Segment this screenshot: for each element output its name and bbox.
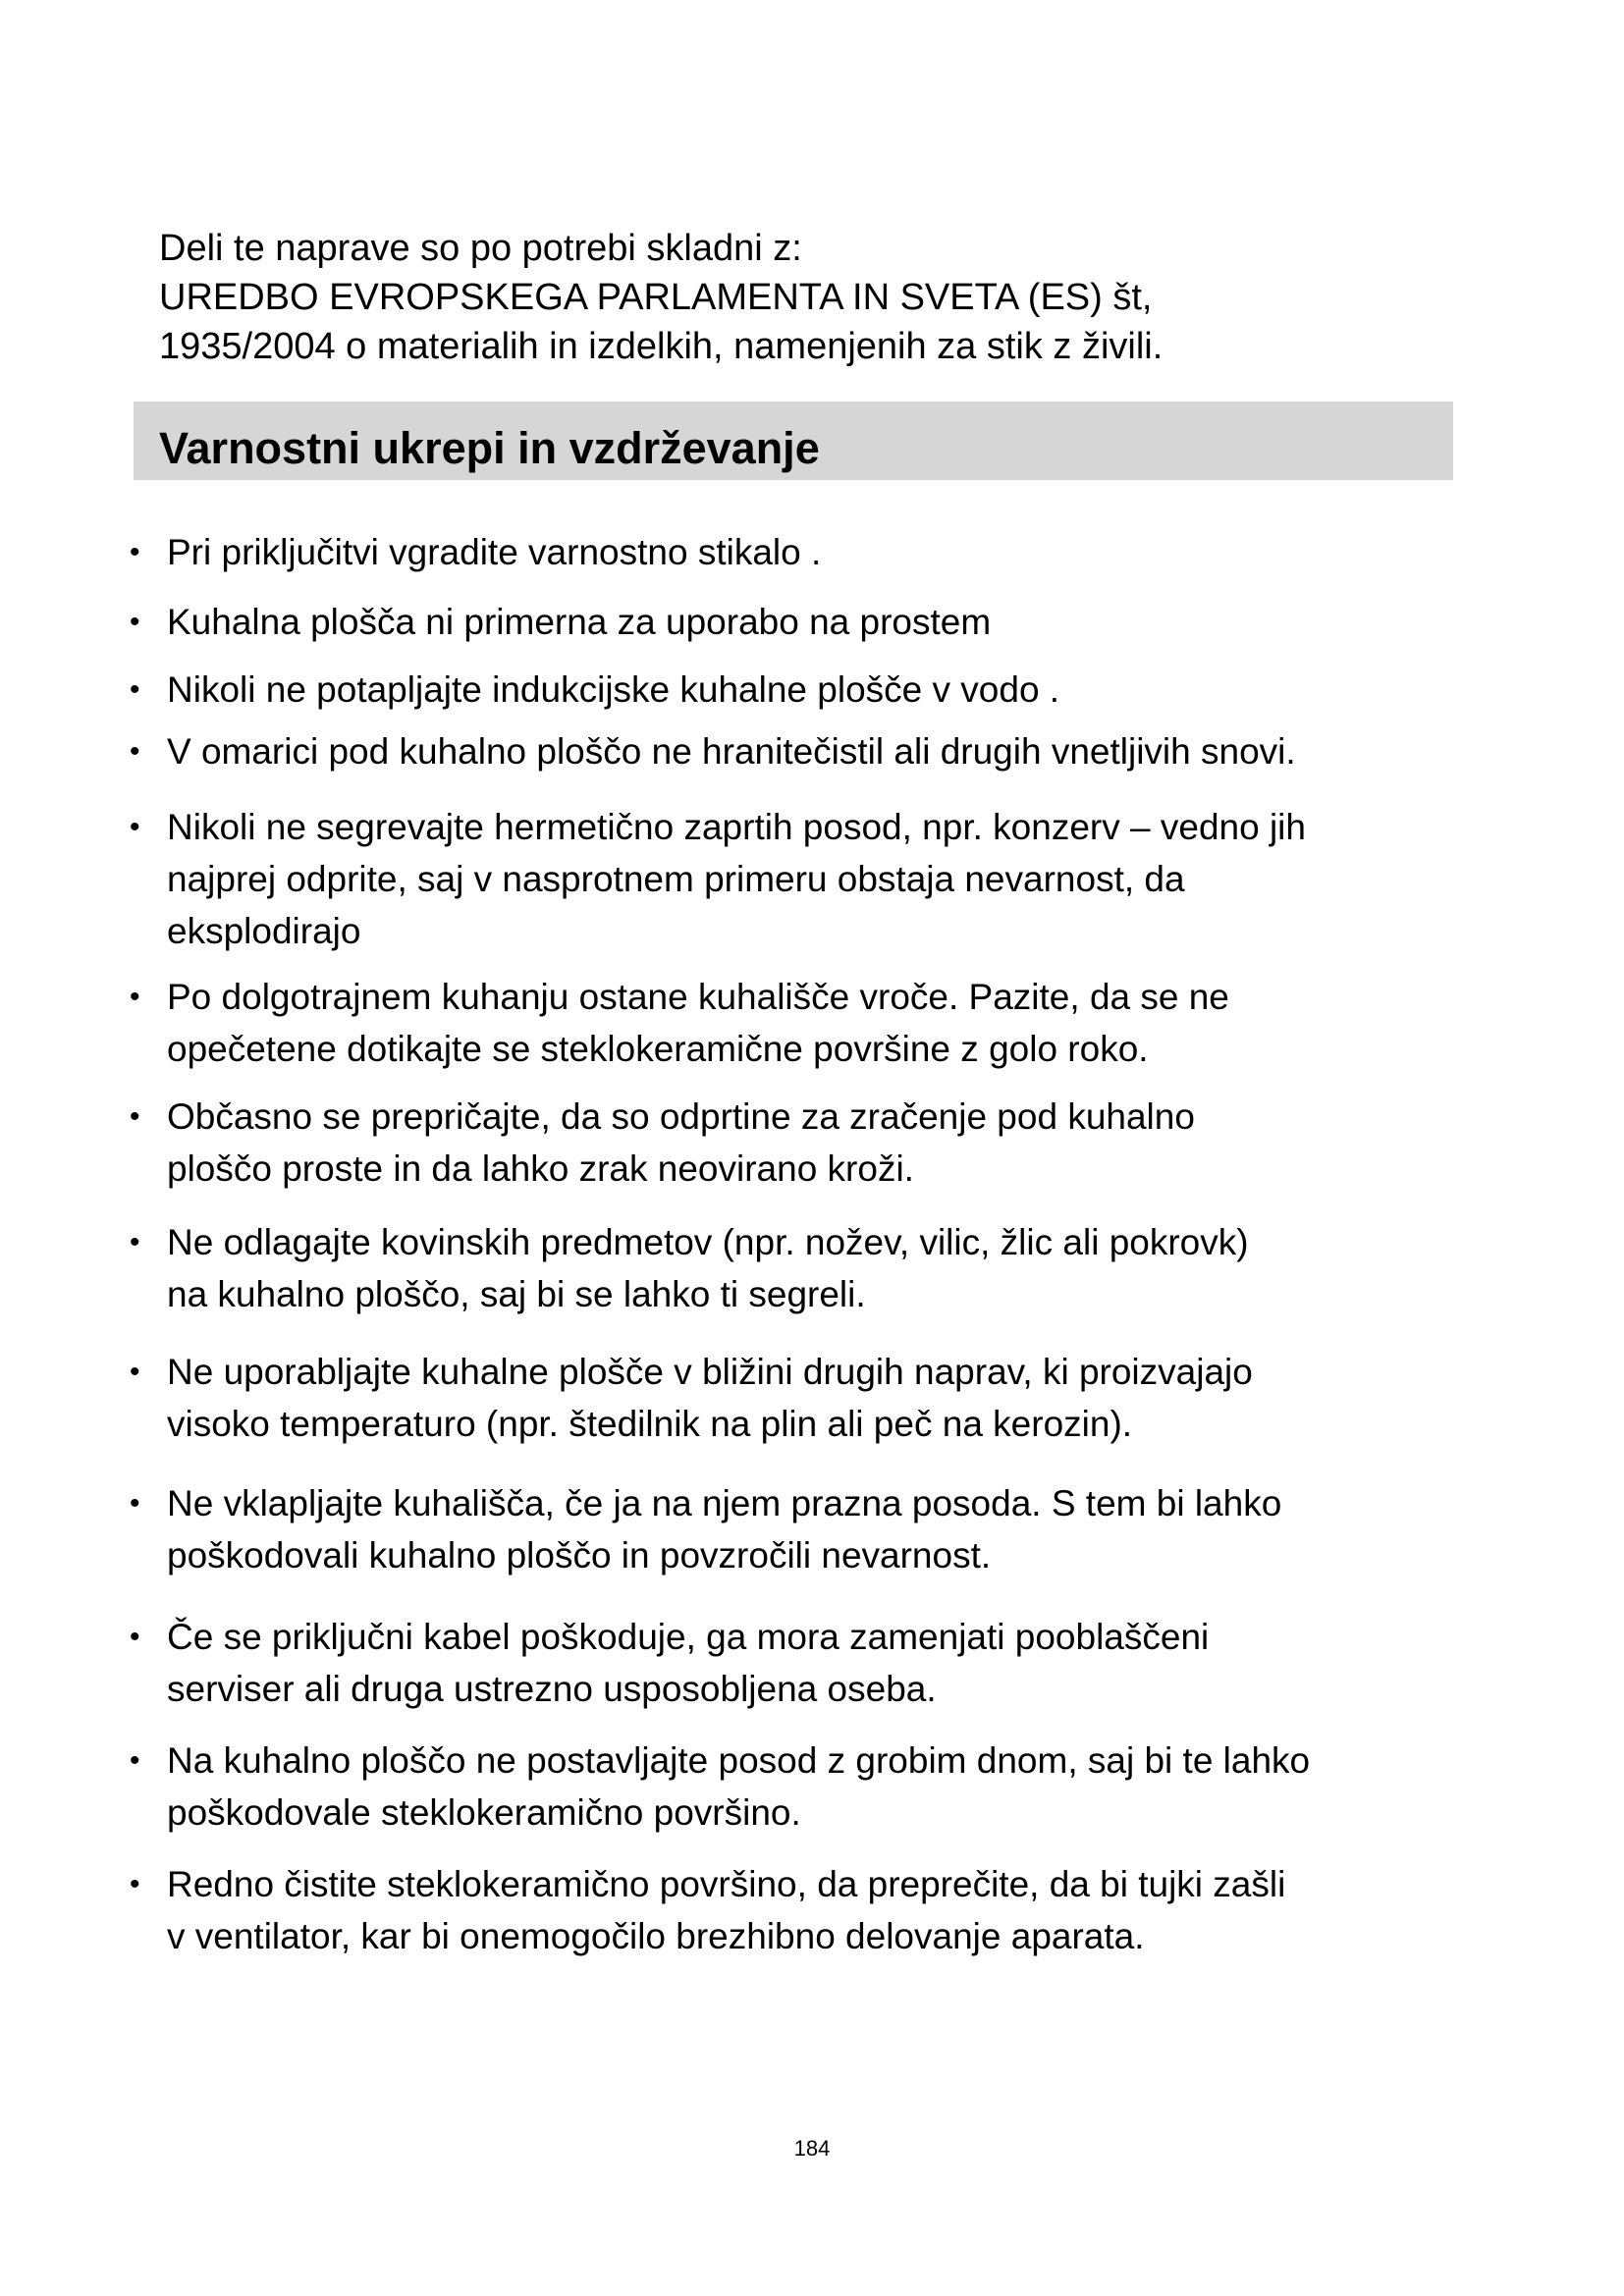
bullet-text-line: Občasno se prepričajte, da so odprtine za zračenje pod kuhalno xyxy=(167,1096,1195,1137)
bullet-item xyxy=(130,526,1504,578)
intro-line: UREDBO EVROPSKEGA PARLAMENTA IN SVETA (ES) št, xyxy=(159,277,1153,318)
bullet-text-line: Če se priključni kabel poškoduje, ga mora zamenjati pooblaščeni xyxy=(167,1617,1210,1657)
bullet-text-line: V omarici pod kuhalno ploščo ne hranitečistil ali drugih vnetljivih snovi. xyxy=(167,731,1296,772)
bullet-text-line: Ne vklapljajte kuhališča, če ja na njem prazna posoda. S tem bi lahko xyxy=(167,1483,1282,1523)
bullet-dot-icon: • xyxy=(130,673,140,706)
bullet-dot-icon: • xyxy=(130,1744,140,1777)
bullet-text-line: Nikoli ne segrevajte hermetično zaprtih posod, npr. konzerv – vedno jih xyxy=(167,807,1306,847)
bullet-dot-icon: • xyxy=(130,811,140,843)
bullet-text-line: serviser ali druga ustrezno usposobljena oseba. xyxy=(167,1669,937,1709)
bullet-text-line: v ventilator, kar bi onemogočilo brezhibno delovanje aparata. xyxy=(167,1916,1145,1956)
bullet-text-line: najprej odprite, saj v nasprotnem primeru obstaja nevarnost, da xyxy=(167,859,1185,899)
page-number: 184 xyxy=(793,2136,831,2161)
bullet-item xyxy=(130,1216,1504,1320)
bullet-item xyxy=(130,1611,1504,1715)
bullet-text-line: Kuhalna plošča ni primerna za uporabo na prostem xyxy=(167,602,992,642)
bullet-item xyxy=(130,1346,1504,1450)
bullet-item xyxy=(130,725,1504,777)
bullet-dot-icon: • xyxy=(130,1100,140,1133)
section-heading-bar xyxy=(134,401,1453,480)
intro-line: Deli te naprave so po potrebi skladni z: xyxy=(159,228,802,269)
bullet-dot-icon: • xyxy=(130,1868,140,1900)
bullet-item xyxy=(130,971,1504,1075)
bullet-text-line: Po dolgotrajnem kuhanju ostane kuhališče vroče. Pazite, da se ne xyxy=(167,977,1229,1017)
bullet-text-line: visoko temperaturo (npr. štedilnik na plin ali peč na kerozin). xyxy=(167,1404,1133,1444)
bullet-text-line: Na kuhalno ploščo ne postavljajte posod z grobim dnom, saj bi te lahko xyxy=(167,1740,1311,1781)
bullet-text-line: Ne uporabljajte kuhalne plošče v bližini drugih naprav, ki proizvajajo xyxy=(167,1352,1253,1392)
section-title: Varnostni ukrepi in vzdrževanje xyxy=(159,423,820,473)
bullet-dot-icon: • xyxy=(130,1487,140,1520)
bullet-text-line: Pri priključitvi vgradite varnostno stikalo . xyxy=(167,532,822,572)
bullet-dot-icon: • xyxy=(130,536,140,568)
bullet-text-line: poškodovale steklokeramično površino. xyxy=(167,1792,801,1833)
bullet-item xyxy=(130,1091,1504,1195)
bullet-text-line: Nikoli ne potapljajte indukcijske kuhalne plošče v vodo . xyxy=(167,669,1060,710)
bullet-text-line: opečetene dotikajte se steklokeramične površine z golo roko. xyxy=(167,1029,1149,1069)
bullet-item xyxy=(130,1735,1504,1839)
bullet-dot-icon: • xyxy=(130,1226,140,1258)
safety-bullet-list xyxy=(130,508,1504,1962)
bullet-dot-icon: • xyxy=(130,981,140,1013)
bullet-item xyxy=(130,801,1504,957)
bullet-text-line: ploščo proste in da lahko zrak neovirano kroži. xyxy=(167,1148,914,1189)
bullet-dot-icon: • xyxy=(130,606,140,638)
bullet-dot-icon: • xyxy=(130,1356,140,1388)
intro-paragraph xyxy=(159,224,1475,371)
bullet-dot-icon: • xyxy=(130,735,140,768)
bullet-text-line: Ne odlagajte kovinskih predmetov (npr. nožev, vilic, žlic ali pokrovk) xyxy=(167,1222,1249,1262)
intro-line: 1935/2004 o materialih in izdelkih, namenjenih za stik z živili. xyxy=(159,326,1164,367)
bullet-item xyxy=(130,1477,1504,1581)
bullet-text-line: eksplodirajo xyxy=(167,911,361,951)
bullet-text-line: na kuhalno ploščo, saj bi se lahko ti segreli. xyxy=(167,1274,866,1314)
bullet-text-line: Redno čistite steklokeramično površino, da preprečite, da bi tujki zašli xyxy=(167,1864,1286,1904)
bullet-item xyxy=(130,596,1504,648)
bullet-text-line: poškodovali kuhalno ploščo in povzročili nevarnost. xyxy=(167,1535,992,1575)
bullet-dot-icon: • xyxy=(130,1621,140,1653)
bullet-item xyxy=(130,664,1504,716)
bullet-item xyxy=(130,1858,1504,1962)
